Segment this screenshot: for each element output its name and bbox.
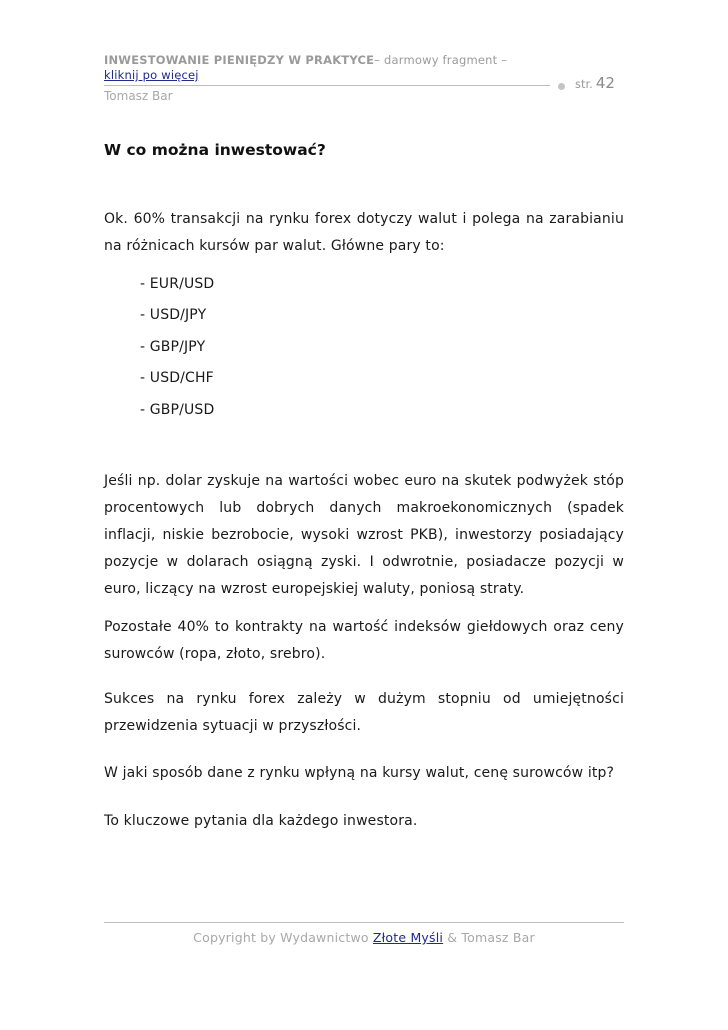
book-title: INWESTOWANIE PIENIĘDZY W PRAKTYCE [104, 53, 375, 67]
paragraph-intro: Ok. 60% transakcji na rynku forex dotyczy walut i polega na zarabianiu na różnicach kursów par walut. Główne pary to: [104, 211, 624, 254]
bullet-dot-icon [558, 83, 565, 90]
paragraph-closing: To kluczowe pytania dla każdego inwestora. [104, 813, 418, 829]
list-item: - GBP/USD [140, 401, 215, 418]
list-item: - USD/JPY [140, 307, 207, 324]
currency-pairs-list [140, 271, 214, 428]
paragraph-question: W jaki sposób dane z rynku wpłyną na kursy walut, cenę surowców itp? [104, 765, 615, 781]
list-item: - GBP/JPY [140, 338, 206, 355]
paragraph-example: Jeśli np. dolar zyskuje na wartości wobec euro na skutek podwyżek stóp procentowych lub dobrych danych makroekonomicznych (spadek inflacji, niskie bezrobocie, wysoki wzrost PKB), inwestorzy posiadający pozycje w dolarach osiągną zyski. I odwrotnie, posiadacze pozycji w euro, liczący na wzrost europejskiej waluty, poniosą straty. [104, 473, 624, 597]
section-heading: W co można inwestować? [104, 141, 326, 159]
page-number [575, 74, 615, 92]
running-header [104, 53, 534, 83]
footer [0, 930, 728, 945]
page-label: str. [575, 77, 593, 91]
publisher-link[interactable]: Złote Myśli [372, 930, 444, 945]
list-item: - USD/CHF [140, 370, 214, 387]
footer-divider [104, 922, 624, 923]
fragment-label: – darmowy fragment – [374, 53, 508, 67]
copyright-prefix: Copyright by Wydawnictwo [193, 930, 369, 945]
paragraph-remaining: Pozostałe 40% to kontrakty na wartość indeksów giełdowych oraz ceny surowców (ropa, złoto, srebro). [104, 619, 624, 662]
list-item: - EUR/USD [140, 276, 215, 292]
copyright-suffix: & Tomasz Bar [447, 930, 535, 945]
header-divider [104, 85, 550, 86]
paragraph-success: Sukces na rynku forex zależy w dużym stopniu od umiejętności przewidzenia sytuacji w przyszłości. [104, 691, 624, 734]
more-link[interactable]: kliknij po więcej [104, 68, 199, 82]
page-number-value: 42 [595, 74, 615, 92]
header-author: Tomasz Bar [104, 89, 173, 103]
